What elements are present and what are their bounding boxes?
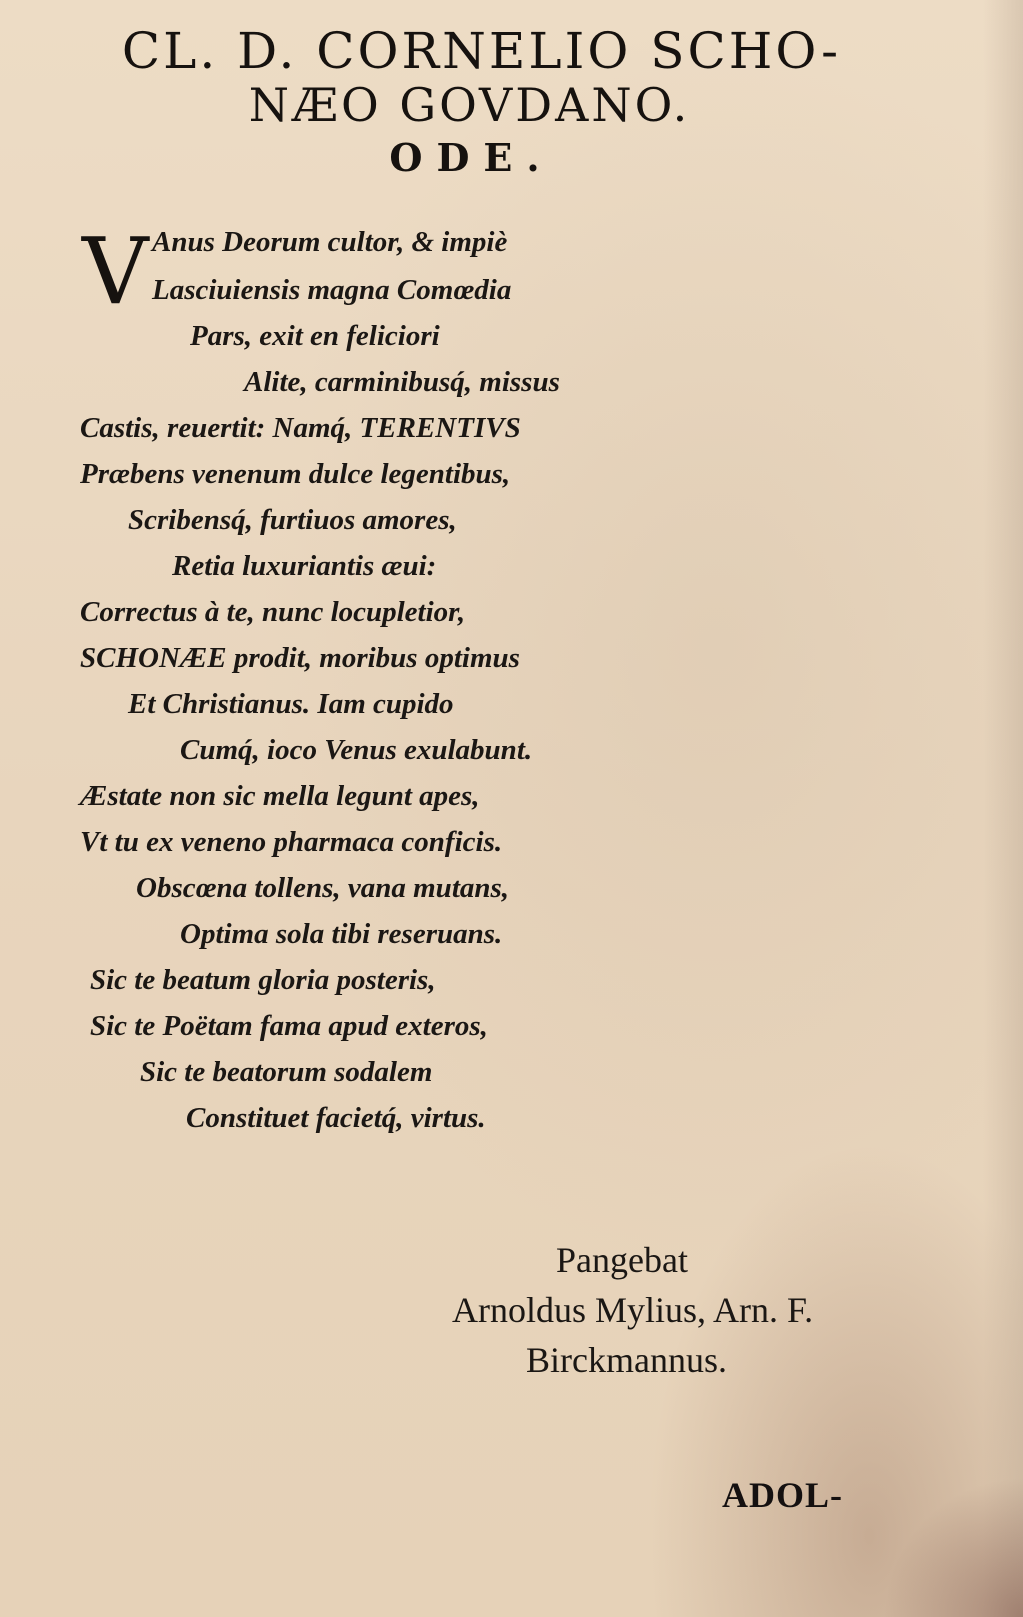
ode-line: Pars, exit en feliciori bbox=[190, 320, 440, 352]
ode-line: Sic te beatum gloria posteris, bbox=[90, 964, 436, 996]
page-edge-shadow bbox=[983, 0, 1023, 1617]
ode-line: Sic te beatorum sodalem bbox=[140, 1056, 433, 1088]
heading-line-1: CL. D. CORNELIO SCHO- bbox=[121, 22, 842, 80]
catchword: ADOL- bbox=[722, 1475, 843, 1515]
ode-line: Obscœna tollens, vana mutans, bbox=[136, 872, 510, 904]
ode-line: Correctus à te, nunc locupletior, bbox=[80, 596, 466, 628]
signature-author: Arnoldus Mylius, Arn. F. bbox=[452, 1290, 814, 1330]
ode-line: Anus Deorum cultor, & impiè bbox=[152, 226, 508, 258]
drop-capital: V bbox=[82, 218, 149, 325]
ode-line: Alite, carminibusq́, missus bbox=[244, 366, 560, 398]
signature-pangebat: Pangebat bbox=[556, 1240, 688, 1280]
ode-line: Vt tu ex veneno pharmaca conficis. bbox=[80, 826, 503, 858]
heading-line-2: NÆO GOVDANO. bbox=[248, 78, 691, 132]
ode-line: Castis, reuertit: Namq́, TERENTIVS bbox=[80, 412, 521, 444]
heading-ode-title: ODE. bbox=[389, 135, 554, 180]
signature-surname: Birckmannus. bbox=[526, 1340, 727, 1380]
ode-line: Scribensq́, furtiuos amores, bbox=[128, 504, 457, 536]
ode-line: Constituet facietq́, virtus. bbox=[186, 1102, 486, 1134]
page-corner-stain bbox=[883, 1477, 1023, 1617]
ode-line: Et Christianus. Iam cupido bbox=[128, 688, 454, 720]
ode-line: Æstate non sic mella legunt apes, bbox=[80, 780, 480, 812]
ode-line: Retia luxuriantis æui: bbox=[172, 550, 437, 582]
ode-line: Lasciuiensis magna Comœdia bbox=[152, 274, 512, 306]
ode-line: Cumq́, ioco Venus exulabunt. bbox=[180, 734, 533, 766]
ode-line: Præbens venenum dulce legentibus, bbox=[80, 458, 511, 490]
ode-line: Optima sola tibi reseruans. bbox=[180, 918, 503, 950]
ode-line: SCHONÆE prodit, moribus optimus bbox=[80, 642, 520, 674]
ode-line: Sic te Poëtam fama apud exteros, bbox=[90, 1010, 488, 1042]
